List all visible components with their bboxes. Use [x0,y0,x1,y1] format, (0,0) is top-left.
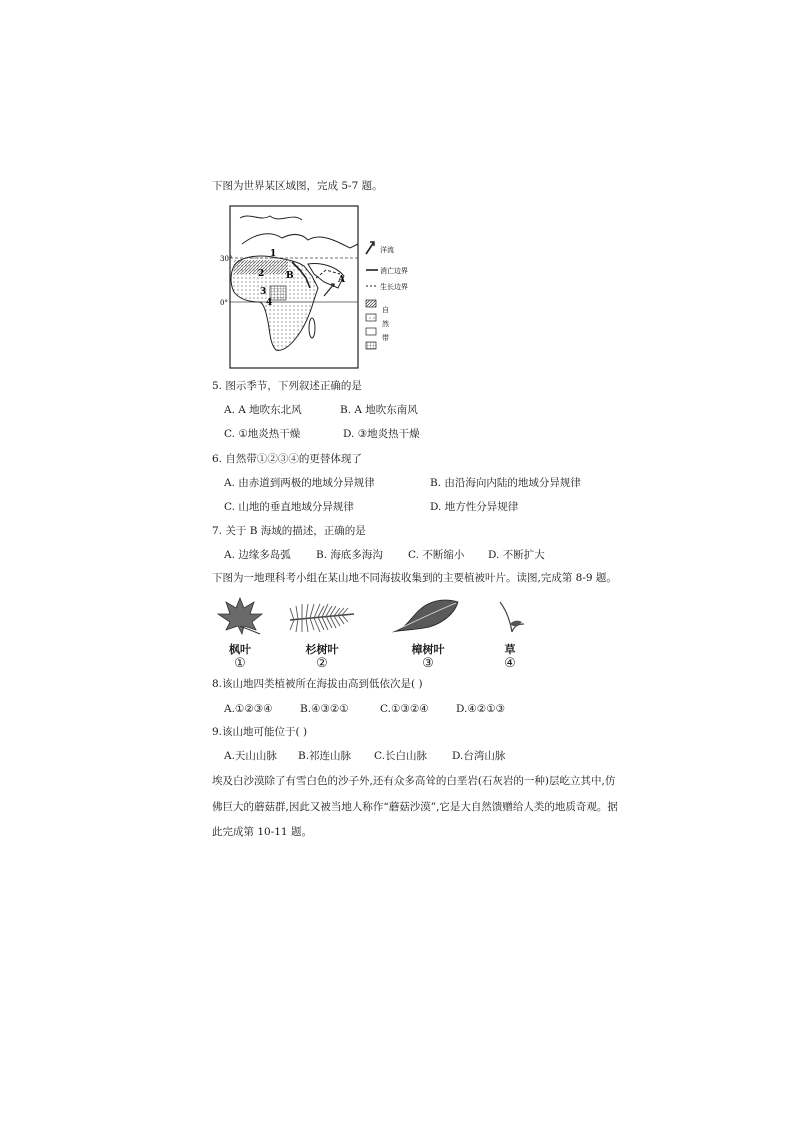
q6-option-a: A. 由赤道到两极的地域分异规律 [224,477,375,489]
zone-1-label: 1 [270,249,277,259]
q7-stem: 7. 关于 B 海域的描述，正确的是 [212,525,366,537]
zone-2-label: 2 [258,269,265,279]
q9-option-c: C.长白山脉 [374,750,427,762]
leaf-label-camphor: 樟树叶 [411,643,445,656]
q8-option-d: D.④②①③ [456,703,506,715]
passage-line-1: 埃及白沙漠除了有雪白色的沙子外,还有众多高耸的白垩岩(石灰岩的一种)层屹立其中,仿 [212,775,616,787]
leaf-num-2: ② [316,656,328,671]
camphor-leaf-image [388,594,460,639]
point-a-label: A [338,275,345,285]
zone-3-label: 3 [260,287,267,297]
q7-option-d: D. 不断扩大 [488,549,545,561]
leaf-num-3: ③ [422,656,434,671]
sea-b-label: B [286,271,294,281]
q6-option-b: B. 由沿海向内陆的地域分异规律 [430,477,581,489]
q9-stem: 9.该山地可能位于( ) [212,726,308,738]
q5-option-c: C. ①地炎热干燥 [224,428,301,440]
q8-option-b: B.④③②① [300,703,349,715]
leaf-num-1: ① [234,656,246,671]
legend-zone-1: 自 [382,306,389,314]
lat-0-label: 0° [220,299,228,307]
legend-zone-3: 带 [382,334,389,342]
map-svg [220,204,420,370]
q8-stem: 8.该山地四类植被所在海拔由高到低依次是( ) [212,678,423,690]
q7-option-a: A. 边缘多岛弧 [224,549,291,561]
world-region-map [220,204,420,370]
passage-line-3: 此完成第 10-11 题。 [212,826,312,838]
leaf-num-4: ④ [504,656,516,671]
q7-option-c: C. 不断缩小 [408,549,465,561]
q7-option-b: B. 海底多海沟 [316,549,383,561]
intro-text-2: 下图为一地理科考小组在某山地不同海拔收集到的主要植被叶片。读图,完成第 8-9 题。 [212,572,617,584]
q9-option-a: A.天山山脉 [224,750,277,762]
grass-image [492,594,528,639]
fir-leaf-image [286,594,358,639]
q9-option-d: D.台湾山脉 [452,750,506,762]
leaf-label-grass: 草 [504,643,516,656]
q8-option-a: A.①②③④ [224,703,273,715]
lat-30-label: 30° [220,255,233,263]
leaf-label-maple: 枫叶 [229,643,251,656]
q6-option-d: D. 地方性分异规律 [430,501,519,513]
passage-line-2: 佛巨大的蘑菇群,因此又被当地人称作“蘑菇沙漠”,它是大自然馈赠给人类的地质奇观。据 [212,801,618,813]
q5-option-b: B. A 地吹东南风 [340,404,418,416]
legend-constructive: 生长边界 [380,283,408,291]
q6-stem: 6. 自然带①②③④的更替体现了 [212,453,362,465]
intro-text-1: 下图为世界某区域图，完成 5-7 题。 [212,180,383,192]
legend-zone-2: 然 [382,320,389,328]
leaf-label-fir: 杉树叶 [305,643,339,656]
q6-option-c: C. 山地的垂直地域分异规律 [224,501,354,513]
q5-option-d: D. ③地炎热干燥 [343,428,420,440]
legend-destructive: 消亡边界 [380,267,408,275]
q5-stem: 5. 图示季节，下列叙述正确的是 [212,380,362,392]
q9-option-b: B.祁连山脉 [298,750,352,762]
zone-4-label: 4 [266,298,273,308]
legend-current: 洋流 [380,246,394,254]
q8-option-c: C.①③②④ [380,703,429,715]
maple-leaf-image [214,594,266,639]
q5-option-a: A. A 地吹东北风 [224,404,302,416]
